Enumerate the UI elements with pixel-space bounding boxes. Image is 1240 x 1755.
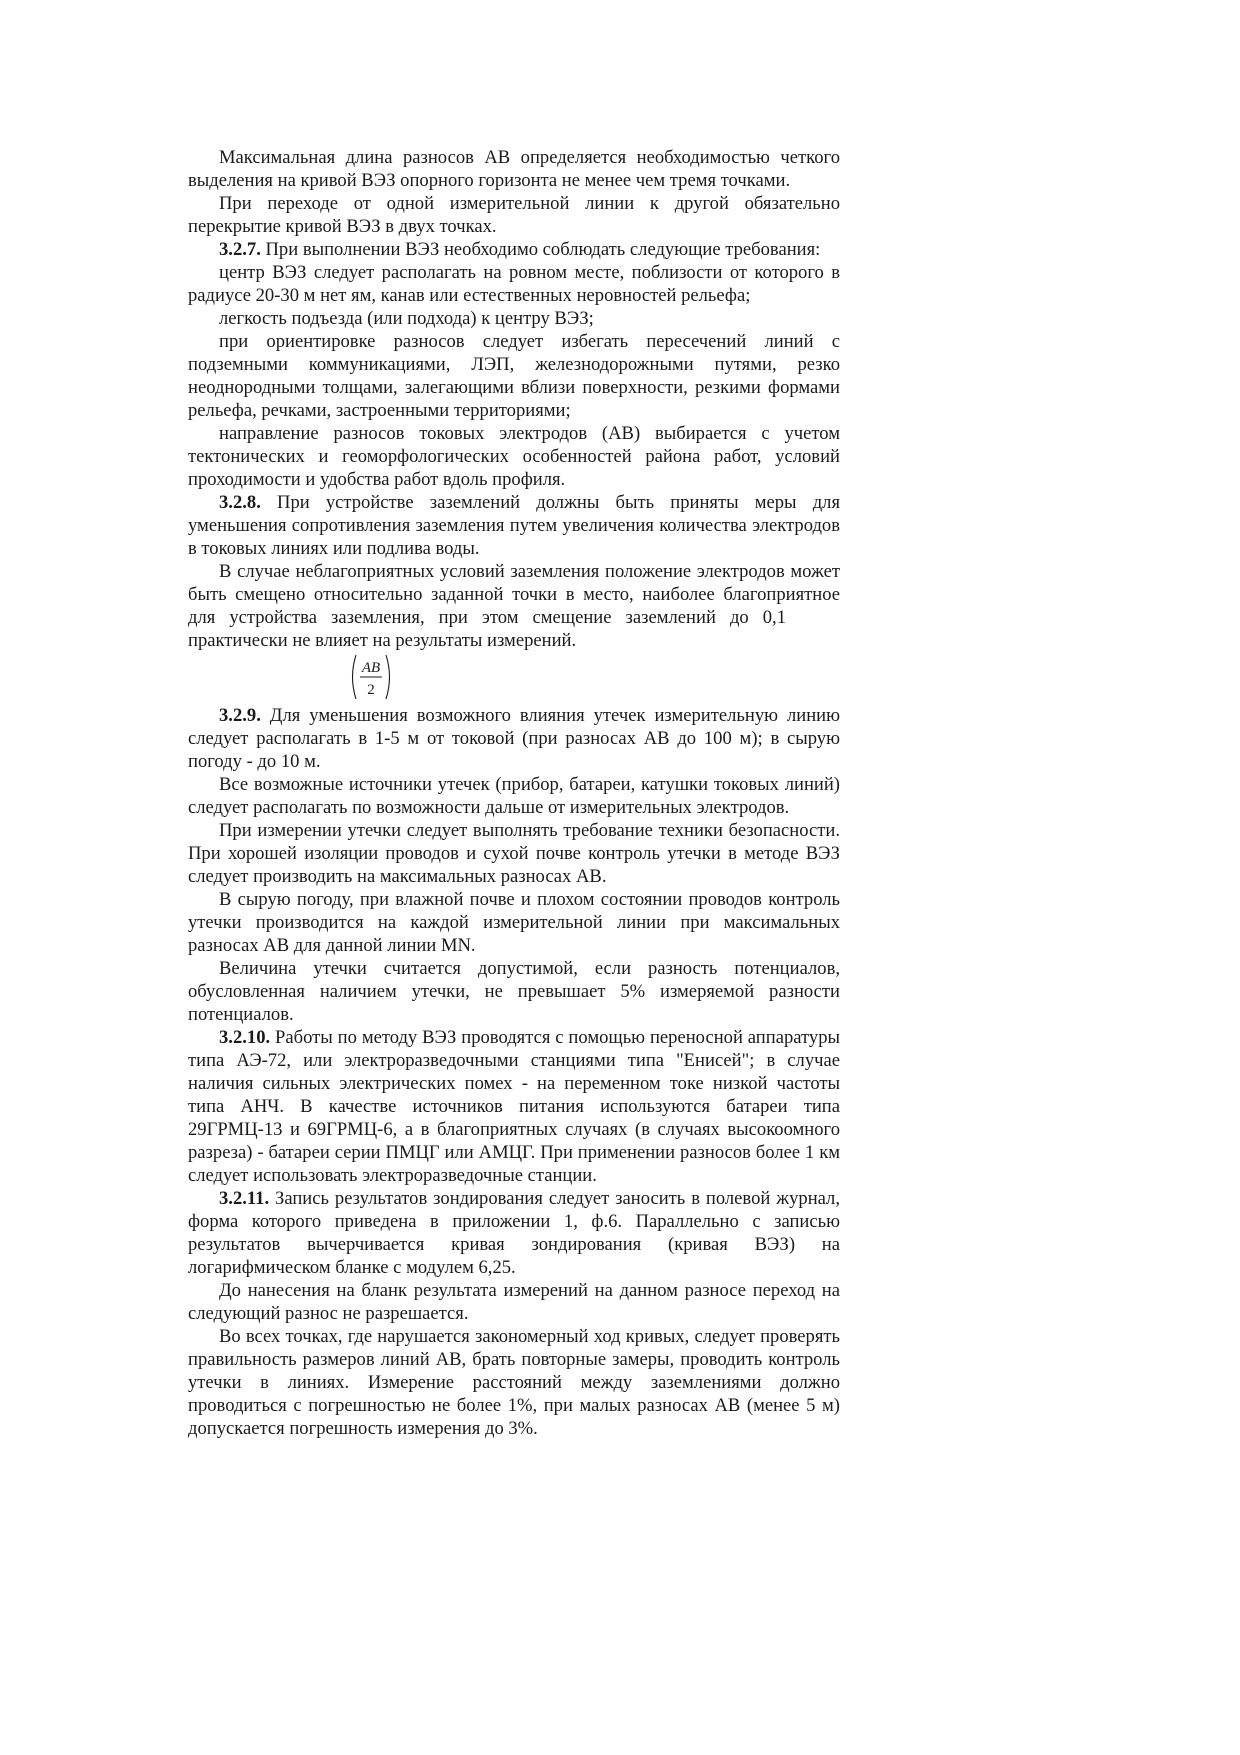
paragraph-text: Для уменьшения возможного влияния утечек измерительную линию следует располагать в 1-5 м от токовой (при разносах АВ до 100 м); в сырую погоду - до 10 м. bbox=[188, 705, 840, 772]
paragraph bbox=[188, 1026, 840, 1187]
paragraph bbox=[188, 819, 840, 888]
paragraph bbox=[188, 192, 840, 238]
formula-numerator: AB bbox=[361, 660, 381, 676]
formula-ab-over-2 bbox=[188, 652, 840, 704]
paragraph-text: При переходе от одной измерительной линии к другой обязательно перекрытие кривой ВЭЗ в двух точках. bbox=[188, 193, 840, 237]
paragraph bbox=[188, 261, 840, 307]
formula-left-paren bbox=[353, 655, 357, 699]
paragraph bbox=[188, 146, 840, 192]
paragraph bbox=[188, 238, 840, 261]
paragraph-text: Во всех точках, где нарушается закономерный ход кривых, следует проверять правильность размеров линий АВ, брать повторные замеры, проводить контроль утечки в линиях. Измерение расстояний между заземлениями должно проводиться с погрешностью не более 1%, при малых разносах АВ (менее 5 м) допускается погрешность измерения до 3%. bbox=[188, 1326, 840, 1439]
body-text bbox=[188, 146, 840, 1440]
paragraph bbox=[188, 888, 840, 957]
section-number: 3.2.11. bbox=[219, 1188, 270, 1209]
section-number: 3.2.9. bbox=[219, 705, 261, 726]
paragraph-text: До нанесения на бланк результата измерений на данном разносе переход на следующий разнос не разрешается. bbox=[188, 1280, 840, 1324]
paragraph-text: В сырую погоду, при влажной почве и плохом состоянии проводов контроль утечки производится на каждой измерительной линии при максимальных разносах АВ для данной линии MN. bbox=[188, 889, 840, 956]
paragraph-text: В случае неблагоприятных условий заземления положение электродов может быть смещено относительно заданной точки в место, наиболее благоприятное для устройства заземления, при этом смещение заземлений до 0,1 bbox=[188, 561, 840, 628]
section-number: 3.2.8. bbox=[219, 492, 261, 513]
paragraph-text: центр ВЭЗ следует располагать на ровном месте, поблизости от которого в радиусе 20-30 м нет ям, канав или естественных неровностей рельефа; bbox=[188, 262, 840, 306]
paragraph-text: При измерении утечки следует выполнять требование техники безопасности. При хорошей изоляции проводов и сухой почве контроль утечки в методе ВЭЗ следует производить на максимальных разносах АВ. bbox=[188, 820, 840, 887]
paragraph bbox=[188, 330, 840, 422]
paragraph-text: При выполнении ВЭЗ необходимо соблюдать следующие требования: bbox=[260, 239, 821, 260]
paragraph-text: Величина утечки считается допустимой, если разность потенциалов, обусловленная наличием утечки, не превышает 5% измеряемой разности потенциалов. bbox=[188, 958, 840, 1025]
paragraph bbox=[188, 1279, 840, 1325]
paragraph bbox=[188, 1325, 840, 1440]
paragraph bbox=[188, 957, 840, 1026]
paragraph bbox=[188, 491, 840, 560]
paragraph bbox=[188, 560, 840, 652]
paragraph bbox=[188, 307, 840, 330]
paragraph bbox=[188, 422, 840, 491]
paragraph-text: направление разносов токовых электродов (АВ) выбирается с учетом тектонических и геоморфологических особенностей района работ, условий проходимости и удобства работ вдоль профиля. bbox=[188, 423, 840, 490]
paragraph-text: при ориентировке разносов следует избегать пересечений линий с подземными коммуникациями, ЛЭП, железнодорожными путями, резко неоднородными толщами, залегающими вблизи поверхности, резкими формами рельефа, речками, застроенными территориями; bbox=[188, 331, 840, 421]
section-number: 3.2.7. bbox=[219, 239, 261, 260]
paragraph-text: практически не влияет на результаты измерений. bbox=[188, 630, 577, 651]
paragraph-text: легкость подъезда (или подхода) к центру ВЭЗ; bbox=[219, 308, 594, 329]
formula-graphic bbox=[348, 652, 394, 702]
paragraph-text: Максимальная длина разносов АВ определяется необходимостью четкого выделения на кривой ВЭЗ опорного горизонта не менее чем тремя точками. bbox=[188, 147, 840, 191]
paragraph bbox=[188, 1187, 840, 1279]
paragraph bbox=[188, 704, 840, 773]
formula-denominator: 2 bbox=[367, 682, 375, 698]
paragraph-text: Работы по методу ВЭЗ проводятся с помощью переносной аппаратуры типа АЭ-72, или электроразведочными станциями типа "Енисей"; в случае наличия сильных электрических помех - на переменном токе низкой частоты типа АНЧ. В качестве источников питания используются батареи типа 29ГРМЦ-13 и 69ГРМЦ-6, а в благоприятных случаях (в случаях высокоомного разреза) - батареи серии ПМЦГ или АМЦГ. При применении разносов более 1 км следует использовать электроразведочные станции. bbox=[188, 1027, 840, 1186]
paragraph bbox=[188, 773, 840, 819]
section-number: 3.2.10. bbox=[219, 1027, 271, 1048]
formula-right-paren bbox=[386, 655, 390, 699]
paragraph-text: Все возможные источники утечек (прибор, батареи, катушки токовых линий) следует располагать по возможности дальше от измерительных электродов. bbox=[188, 774, 840, 818]
paragraph-text: Запись результатов зондирования следует заносить в полевой журнал, форма которого приведена в приложении 1, ф.6. Параллельно с записью результатов вычерчивается кривая зондирования (кривая ВЭЗ) на логарифмическом бланке с модулем 6,25. bbox=[188, 1188, 840, 1278]
paragraph-text: При устройстве заземлений должны быть приняты меры для уменьшения сопротивления заземления путем увеличения количества электродов в токовых линиях или подлива воды. bbox=[188, 492, 840, 559]
